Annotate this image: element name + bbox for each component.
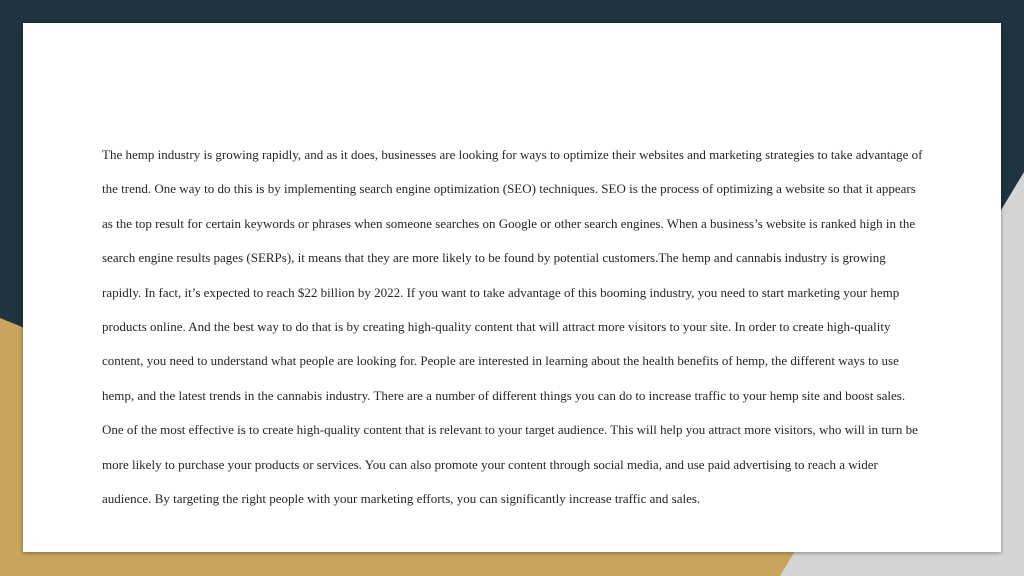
- slide-card: [23, 23, 1001, 552]
- body-paragraph: The hemp industry is growing rapidly, and as it does, businesses are looking for ways to optimize their websites and marketing strategies to take advantage of the trend. One way to do this is by implementing search engine optimization (SEO) techniques. SEO is the process of optimizing a website so that it appears as the top result for certain keywords or phrases when someone searches on Google or other search engines. When a business’s website is ranked high in the search engine results pages (SERPs), it means that they are more likely to be found by potential customers.The hemp and cannabis industry is growing rapidly. In fact, it’s expected to reach $22 billion by 2022. If you want to take advantage of this booming industry, you need to start marketing your hemp products online. And the best way to do that is by creating high-quality content that will attract more visitors to your site. In order to create high-quality content, you need to understand what people are looking for. People are interested in learning about the health benefits of hemp, the different ways to use hemp, and the latest trends in the cannabis industry. There are a number of different things you can do to increase traffic to your hemp site and boost sales. One of the most effective is to create high-quality content that is relevant to your target audience. This will help you attract more visitors, who will in turn be more likely to purchase your products or services. You can also promote your content through social media, and use paid advertising to reach a wider audience. By targeting the right people with your marketing efforts, you can significantly increase traffic and sales.: [102, 147, 923, 507]
